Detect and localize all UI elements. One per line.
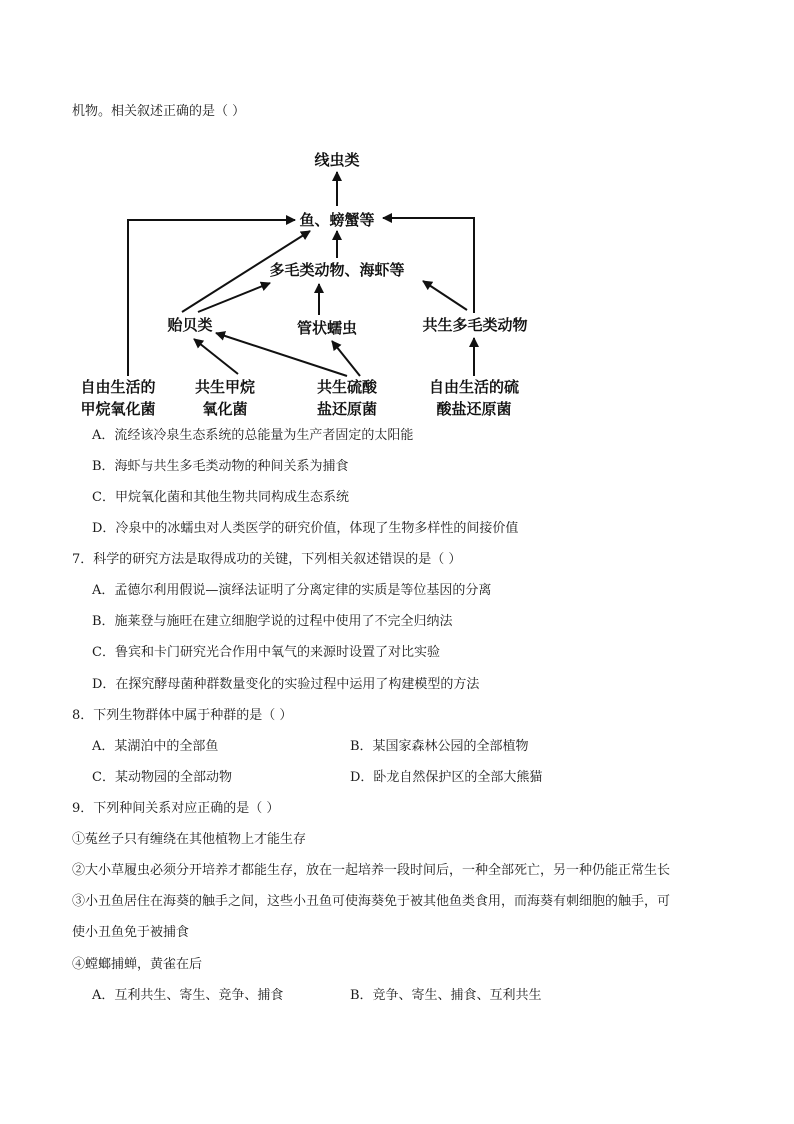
q7-option-a: A．孟德尔利用假说—演绎法证明了分离定律的实质是等位基因的分离 [92, 583, 492, 598]
food-web-diagram [60, 140, 560, 422]
question-7-stem: 7．科学的研究方法是取得成功的关键，下列相关叙述错误的是（ ） [72, 552, 462, 567]
arrow-mussel-to-polychaete [198, 283, 270, 312]
arrow-symb-polychaete-to-polychaete [423, 281, 467, 310]
q9-item-3: ③小丑鱼居住在海葵的触手之间，这些小丑鱼可使海葵免于被其他鱼类食用，而海葵有刺细胞的触手，可 [72, 894, 671, 909]
node-mussel: 贻贝类 [167, 316, 213, 334]
q7-option-d: D．在探究酵母菌种群数量变化的实验过程中运用了构建模型的方法 [92, 677, 480, 692]
q6-option-b: B．海虾与共生多毛类动物的种间关系为捕食 [92, 459, 349, 474]
q9-option-b: B．竞争、寄生、捕食、互利共生 [350, 988, 542, 1003]
node-tubeworm: 管状蠕虫 [296, 319, 358, 337]
q9-option-a: A．互利共生、寄生、竞争、捕食 [92, 988, 284, 1003]
q8-option-a: A．某湖泊中的全部鱼 [92, 739, 219, 754]
node-fish-crab: 鱼、螃蟹等 [299, 211, 375, 229]
node-free-methane-line1: 自由生活的 [80, 378, 156, 396]
q8-option-d: D．卧龙自然保护区的全部大熊猫 [350, 770, 543, 785]
question-9-stem: 9．下列种间关系对应正确的是（ ） [72, 801, 280, 816]
node-polychaete-shrimp: 多毛类动物、海虾等 [269, 261, 405, 279]
node-symbiotic-polychaete: 共生多毛类动物 [422, 316, 528, 334]
node-free-sulfate-line2: 酸盐还原菌 [436, 400, 512, 418]
node-symb-sulfate-line2: 盐还原菌 [316, 400, 378, 418]
arrow-symb-methane-to-mussel [194, 339, 238, 374]
q9-item-1: ①菟丝子只有缠绕在其他植物上才能生存 [72, 832, 307, 847]
q6-option-a: A．流经该冷泉生态系统的总能量为生产者固定的太阳能 [92, 428, 414, 443]
node-symb-methane-line1: 共生甲烷 [194, 378, 256, 396]
q7-option-c: C．鲁宾和卡门研究光合作用中氧气的来源时设置了对比实验 [92, 645, 440, 660]
node-free-sulfate-line1: 自由生活的硫 [428, 378, 520, 396]
q8-option-c: C．某动物园的全部动物 [92, 770, 232, 785]
q9-item-3-cont: 使小丑鱼免于被捕食 [72, 925, 190, 940]
question-8-stem: 8．下列生物群体中属于种群的是（ ） [72, 708, 293, 723]
q6-option-c: C．甲烷氧化菌和其他生物共同构成生态系统 [92, 490, 349, 505]
q8-option-b: B．某国家森林公园的全部植物 [350, 739, 529, 754]
q9-item-4: ④螳螂捕蝉，黄雀在后 [72, 957, 203, 972]
q7-option-b: B．施莱登与施旺在建立细胞学说的过程中使用了不完全归纳法 [92, 614, 453, 629]
node-symb-methane-line2: 氧化菌 [202, 400, 248, 418]
question-6-stem-tail: 机物。相关叙述正确的是（ ） [72, 104, 246, 119]
node-symb-sulfate-line1: 共生硫酸 [316, 378, 378, 396]
arrow-symb-sulfate-to-mussel [216, 333, 347, 376]
arrow-symb-sulfate-to-tubeworm [332, 341, 360, 376]
q6-option-d: D．冷泉中的冰蠕虫对人类医学的研究价值，体现了生物多样性的间接价值 [92, 521, 519, 536]
q9-item-2: ②大小草履虫必须分开培养才都能生存，放在一起培养一段时间后，一种全部死亡，另一种仍能正常生长 [72, 863, 671, 878]
node-free-methane-line2: 甲烷氧化菌 [80, 400, 156, 418]
node-nematodes: 线虫类 [314, 151, 360, 169]
